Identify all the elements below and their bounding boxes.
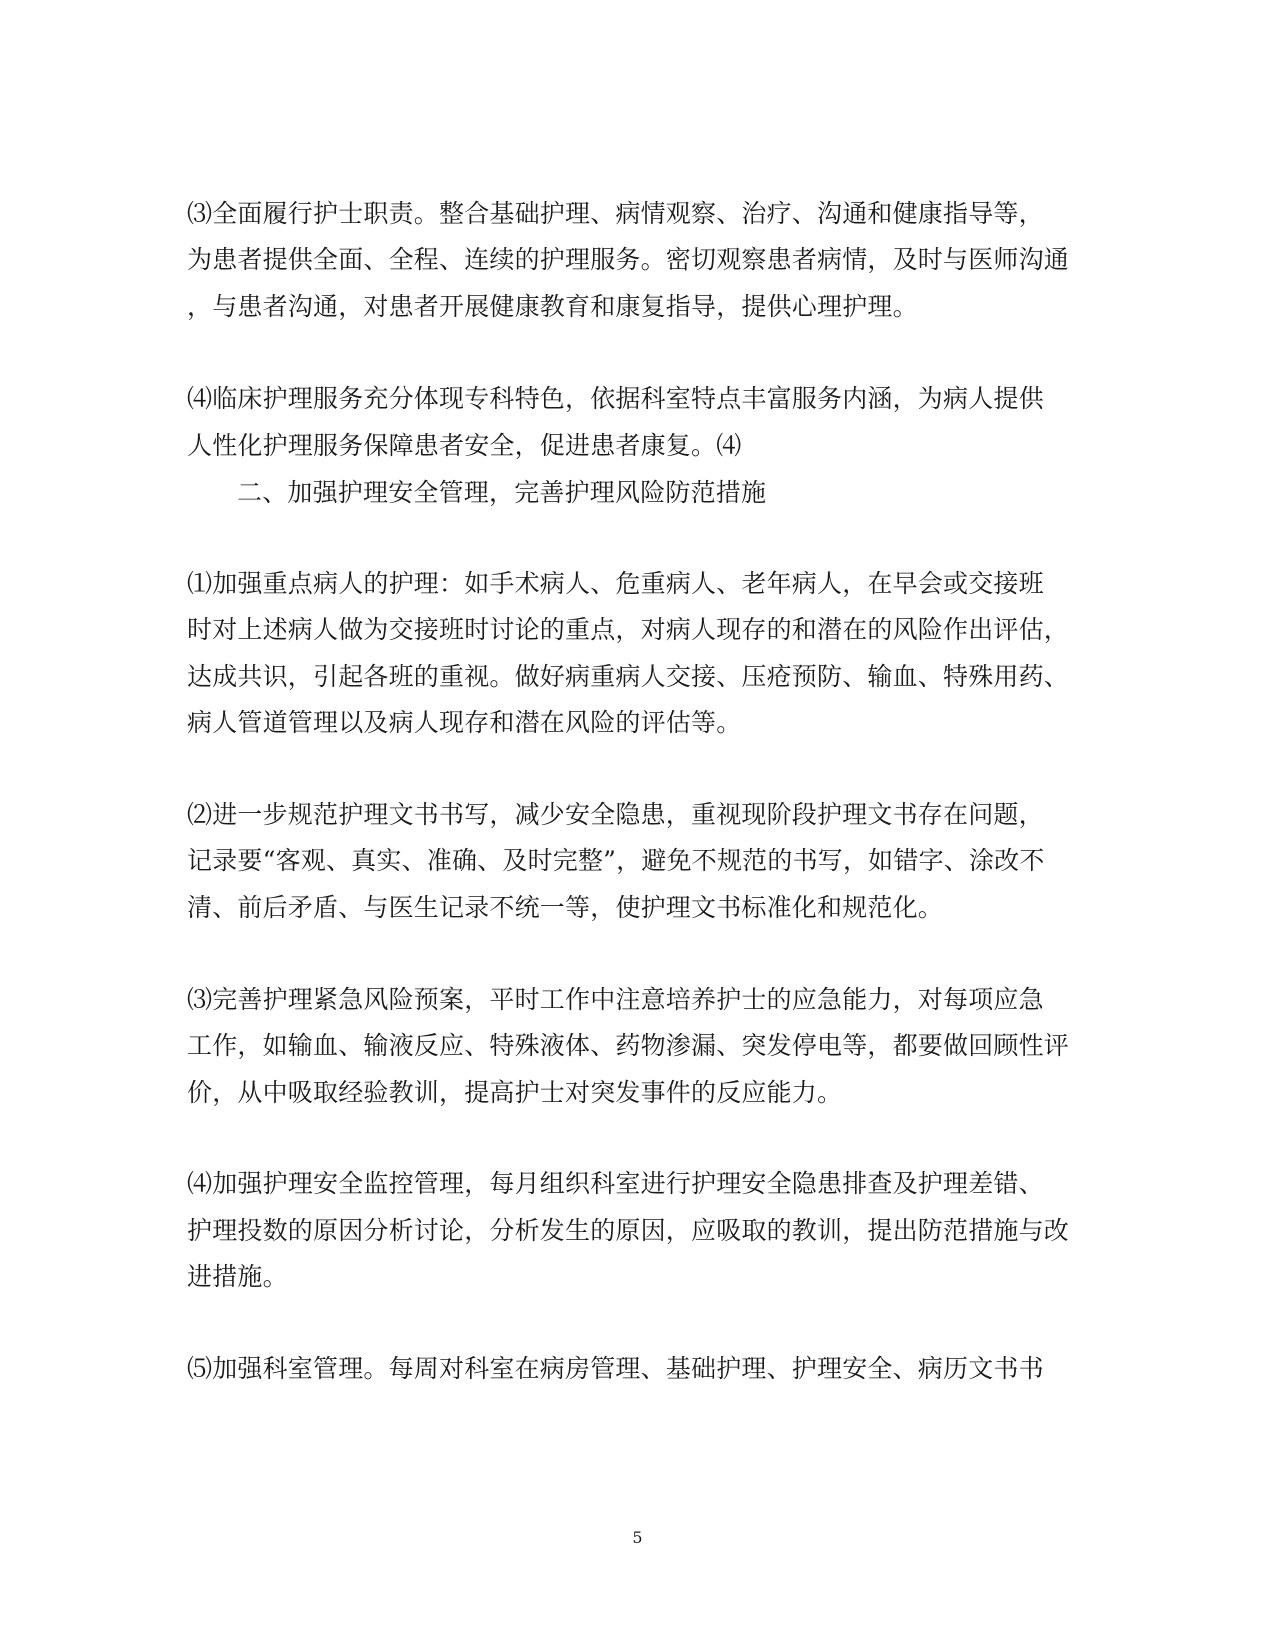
text-line: 价，从中吸取经验教训，提高护士对突发事件的反应能力。 [187, 1078, 843, 1107]
text-line: 护理投数的原因分析讨论，分析发生的原因，应吸取的教训，提出防范措施与改 [187, 1216, 1070, 1245]
section-heading: 二、加强护理安全管理，完善护理风险防范措施 [237, 478, 767, 507]
text-line: 清、前后矛盾、与医生记录不统一等，使护理文书标准化和规范化。 [187, 893, 944, 922]
text-line: ⑶全面履行护士职责。整合基础护理、病情观察、治疗、沟通和健康指导等， [187, 199, 1044, 228]
text-line: 为患者提供全面、全程、连续的护理服务。密切观察患者病情，及时与医师沟通 [187, 245, 1070, 274]
text-line: ，与患者沟通，对患者开展健康教育和康复指导，提供心理护理。 [187, 292, 918, 321]
text-line: ⑷加强护理安全监控管理，每月组织科室进行护理安全隐患排查及护理差错、 [187, 1169, 1044, 1198]
text-line: 达成共识，引起各班的重视。做好病重病人交接、压疮预防、输血、特殊用药、 [187, 662, 1070, 691]
text-line: 记录要“客观、真实、准确、及时完整”，避免不规范的书写，如错字、涂改不 [187, 846, 1045, 875]
text-line: ⑸加强科室管理。每周对科室在病房管理、基础护理、护理安全、病历文书书 [187, 1354, 1044, 1383]
text-line: 人性化护理服务保障患者安全，促进患者康复。⑷ [187, 431, 742, 460]
text-line: ⑷临床护理服务充分体现专科特色，依据科室特点丰富服务内涵，为病人提供 [187, 384, 1044, 413]
text-line: ⑴加强重点病人的护理：如手术病人、危重病人、老年病人，在早会或交接班 [187, 569, 1044, 598]
page-number: 5 [632, 1528, 643, 1547]
text-line: 进措施。 [187, 1262, 288, 1291]
text-line: 病人管道管理以及病人现存和潜在风险的评估等。 [187, 708, 742, 737]
text-line: 工作，如输血、输液反应、特殊液体、药物渗漏、突发停电等，都要做回顾性评 [187, 1031, 1070, 1060]
text-line: ⑶完善护理紧急风险预案，平时工作中注意培养护士的应急能力，对每项应急 [187, 985, 1044, 1014]
text-line: 时对上述病人做为交接班时讨论的重点，对病人现存的和潜在的风险作出评估， [187, 615, 1070, 644]
text-line: ⑵进一步规范护理文书书写，减少安全隐患，重视现阶段护理文书存在问题， [187, 800, 1044, 829]
